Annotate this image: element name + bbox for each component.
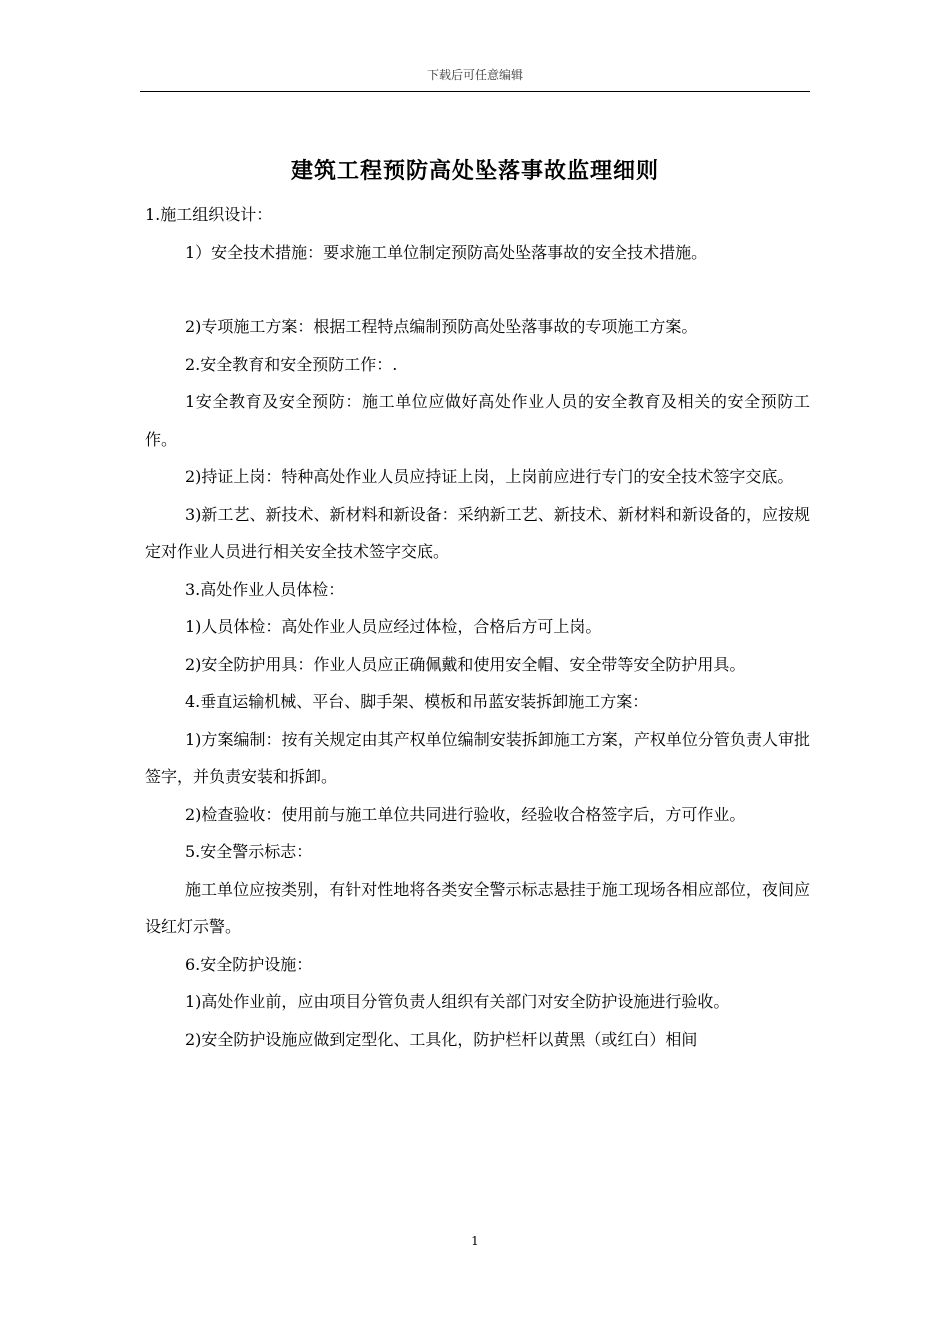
document-title: 建筑工程预防高处坠落事故监理细则: [290, 158, 659, 184]
paragraph-3-1: 1)人员体检：高处作业人员应经过体检，合格后方可上岗。: [185, 617, 602, 636]
paragraph-1-2: 2)专项施工方案：根据工程特点编制预防高处坠落事故的专项施工方案。: [185, 317, 698, 336]
header-divider: [140, 91, 810, 92]
section-heading-6: 6.安全防护设施：: [185, 954, 313, 974]
paragraph-4-2: 2)检查验收：使用前与施工单位共同进行验收，经验收合格签字后，方可作业。: [185, 804, 746, 824]
section-heading-3: 3.高处作业人员体检：: [185, 579, 345, 599]
paragraph-6-2: 2)安全防护设施应做到定型化、工具化，防护栏杆以黄黑（或红白）相间: [185, 1029, 698, 1049]
paragraph-1-1: 1）安全技术措施：要求施工单位制定预防高处坠落事故的安全技术措施。: [185, 242, 708, 262]
paragraph-2-1: 1安全教育及安全预防：施工单位应做好高处作业人员的安全教育及相关的安全预防工作。: [145, 392, 810, 449]
section-heading-4: 4.垂直运输机械、平台、脚手架、模板和吊蓝安装拆卸施工方案：: [185, 692, 649, 711]
page-header-note: 下载后可任意编辑: [426, 68, 523, 82]
section-heading-1: 1.施工组织设计：: [145, 205, 273, 224]
page-number: 1: [471, 1234, 479, 1248]
paragraph-2-3: 3)新工艺、新技术、新材料和新设备：采纳新工艺、新技术、新材料和新设备的，应按规定对作业人员进行相关安全技术签字交底。: [145, 504, 810, 561]
paragraph-4-1: 1)方案编制：按有关规定由其产权单位编制安装拆卸施工方案，产权单位分管负责人审批签字，并负责安装和拆卸。: [145, 729, 810, 786]
paragraph-5-1: 施工单位应按类别，有针对性地将各类安全警示标志悬挂于施工现场各相应部位，夜间应设红灯示警。: [145, 879, 810, 936]
section-heading-5: 5.安全警示标志：: [185, 842, 313, 861]
document-body: [145, 196, 810, 1058]
paragraph-2-2: 2)持证上岗：特种高处作业人员应持证上岗，上岗前应进行专门的安全技术签字交底。: [185, 467, 794, 486]
paragraph-3-2: 2)安全防护用具：作业人员应正确佩戴和使用安全帽、安全带等安全防护用具。: [185, 654, 746, 674]
section-heading-2: 2.安全教育和安全预防工作：.: [185, 354, 398, 374]
paragraph-6-1: 1)高处作业前，应由项目分管负责人组织有关部门对安全防护设施进行验收。: [185, 992, 730, 1011]
